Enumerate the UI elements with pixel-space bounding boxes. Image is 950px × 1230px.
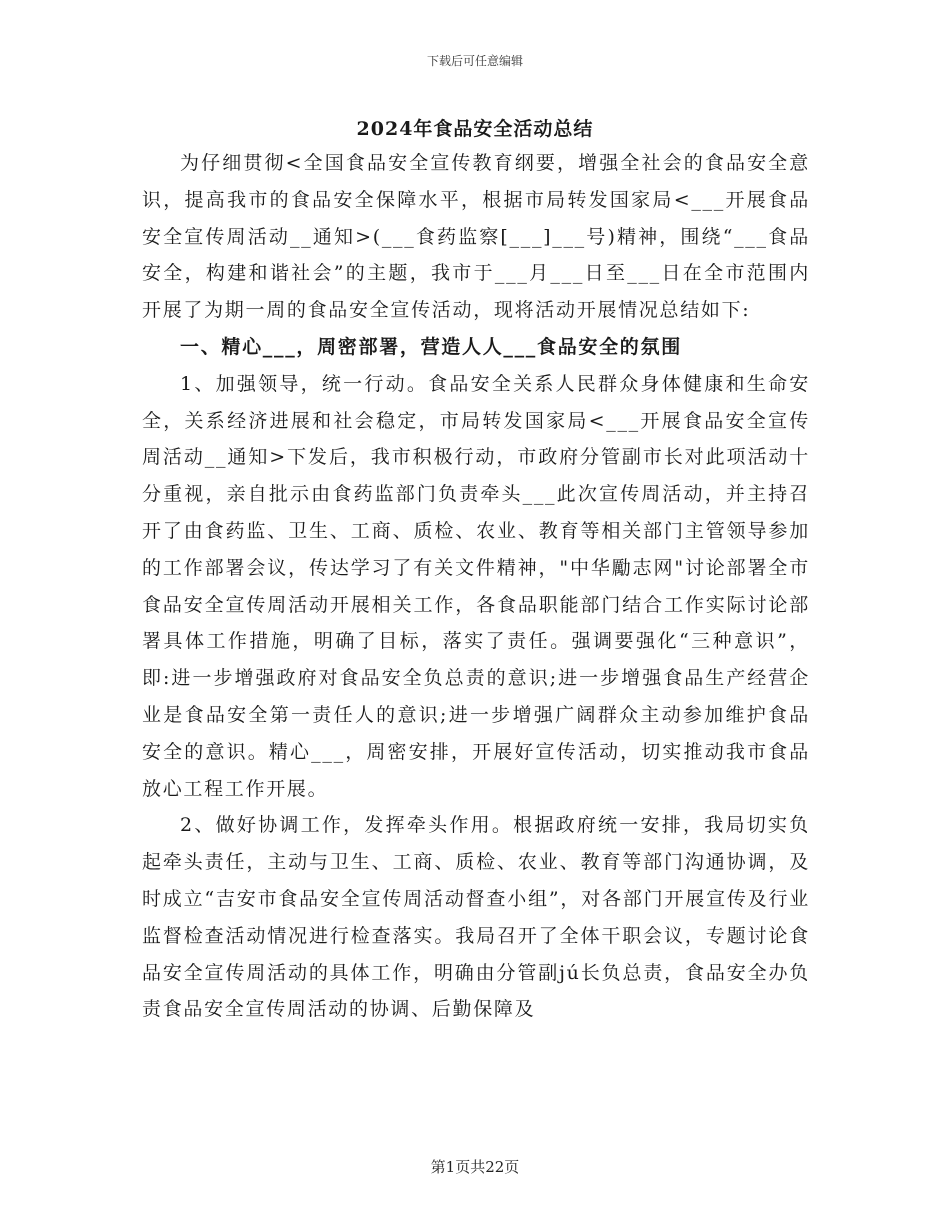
download-note: 下载后可任意编辑 <box>426 54 523 68</box>
intro-paragraph: 为仔细贯彻<全国食品安全宣传教育纲要，增强全社会的食品安全意识，提高我市的食品安全保障水平，根据市局转发国家局<___开展食品安全宣传周活动__通知>(___食药监察[___]___号)精神，围绕“___食品安全，构建和谐社会”的主题，我市于___月___日至___日在全市范围内开展了为期一周的食品安全宣传活动，现将活动开展情况总结如下: <box>142 152 810 322</box>
page-number: 第1页共22页 <box>430 1158 520 1176</box>
section-heading-1: 一、精心___，周密部署，营造人人___食品安全的氛围 <box>180 335 682 358</box>
document-body <box>142 145 810 1028</box>
document-title: 2024年食品安全活动总结 <box>356 118 594 140</box>
paragraph-leadership: 1、加强领导，统一行动。食品安全关系人民群众身体健康和生命安全，关系经济进展和社会稳定，市局转发国家局<___开展食品安全宣传周活动__通知>下发后，我市积极行动，市政府分管副市长对此项活动十分重视，亲自批示由食药监部门负责牵头___此次宣传周活动，并主持召开了由食药监、卫生、工商、质检、农业、教育等相关部门主管领导参加的工作部署会议，传达学习了有关文件精神，"中华勵志网"讨论部署全市食品安全宣传周活动开展相关工作，各食品职能部门结合工作实际讨论部署具体工作措施，明确了目标，落实了责任。强调要强化“三种意识”，即:进一步增强政府对食品安全负总责的意识;进一步增强食品生产经营企业是食品安全第一责任人的意识;进一步增强广阔群众主动参加维护食品安全的意识。精心___，周密安排，开展好宣传活动，切实推动我市食品放心工程工作开展。 <box>142 372 810 800</box>
paragraph-coordination: 2、做好协调工作，发挥牵头作用。根据政府统一安排，我局切实负起牵头责任，主动与卫生、工商、质检、农业、教育等部门沟通协调，及时成立“吉安市食品安全宣传周活动督查小组”，对各部门开展宣传及行业监督检查活动情况进行检查落实。我局召开了全体干职会议，专题讨论食品安全宣传周活动的具体工作，明确由分管副jú长负总责，食品安全办负责食品安全宣传周活动的协调、后勤保障及 <box>142 814 810 1021</box>
